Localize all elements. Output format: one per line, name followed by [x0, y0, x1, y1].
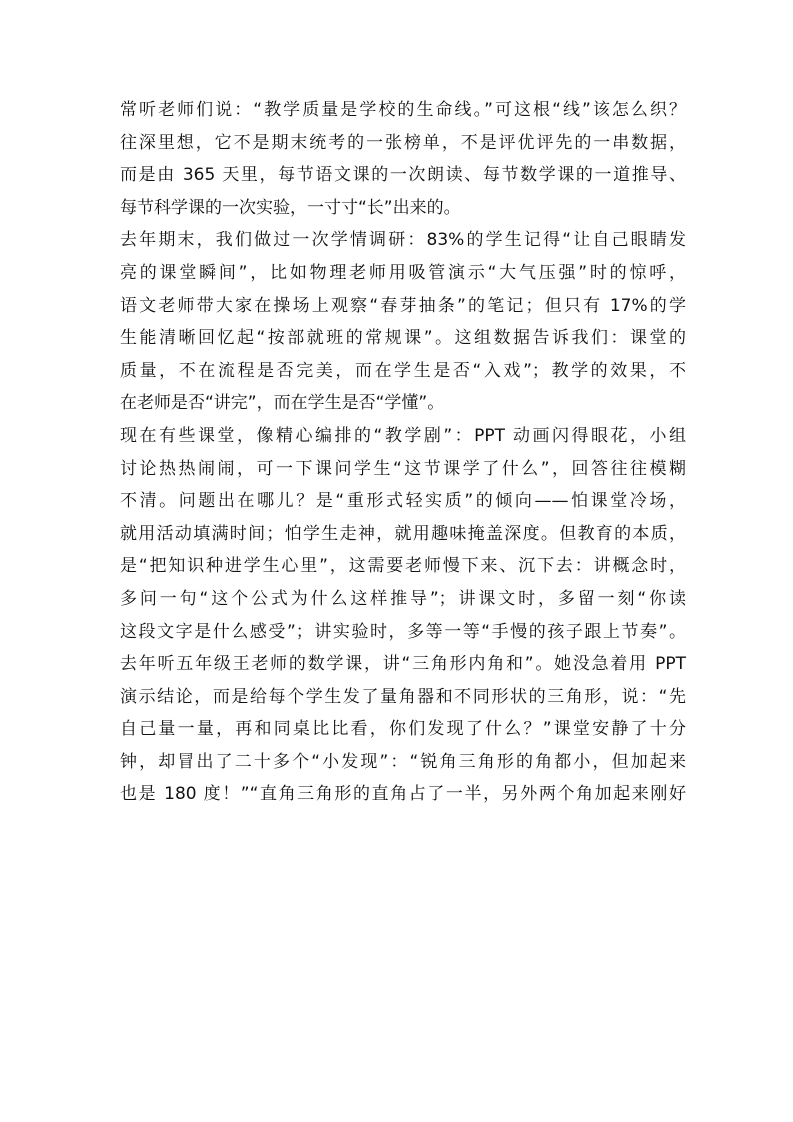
text-line: 现在有些课堂，像精心编排的“教学剧”：PPT 动画闪得眼花，小组: [120, 425, 686, 446]
text-line: 这段文字是什么感受”；讲实验时，多等一等“手慢的孩子跟上节奏”。: [120, 621, 686, 642]
text-line: 语文老师带大家在操场上观察“春芽抽条”的笔记；但只有 17%的学: [120, 295, 686, 316]
text-line: 演示结论，而是给每个学生发了量角器和不同形状的三角形，说：“先: [120, 686, 686, 707]
text-line: 在老师是否“讲完”，而在学生是否“学懂”。: [120, 393, 445, 414]
text-line: 就用活动填满时间；怕学生走神，就用趣味掩盖深度。但教育的本质，: [120, 523, 686, 544]
text-line: 是“把知识种进学生心里”，这需要老师慢下来、沉下去：讲概念时，: [120, 556, 686, 577]
text-line: 多问一句“这个公式为什么这样推导”；讲课文时，多留一刻“你读: [120, 588, 686, 609]
body-text: [120, 94, 686, 811]
text-line: 亮的课堂瞬间”，比如物理老师用吸管演示“大气压强”时的惊呼，: [120, 262, 686, 283]
text-line: 而是由 365 天里，每节语文课的一次朗读、每节数学课的一道推导、: [120, 165, 686, 186]
text-line: 去年听五年级王老师的数学课，讲“三角形内角和”。她没急着用 PPT: [120, 654, 686, 675]
text-line: 往深里想，它不是期末统考的一张榜单，不是评优评先的一串数据，: [120, 132, 686, 153]
text-line: 也是 180 度！”“直角三角形的直角占了一半，另外两个角加起来刚好: [120, 784, 686, 805]
text-line: 讨论热热闹闹，可一下课问学生“这节课学了什么”，回答往往模糊: [120, 458, 686, 479]
text-line: 不清。问题出在哪儿？是“重形式轻实质”的倾向——怕课堂冷场，: [120, 491, 686, 512]
text-line: 生能清晰回忆起“按部就班的常规课”。这组数据告诉我们：课堂的: [120, 328, 686, 349]
text-line: 去年期末，我们做过一次学情调研：83%的学生记得“让自己眼睛发: [120, 230, 686, 251]
text-line: 钟，却冒出了二十多个“小发现”：“锐角三角形的角都小，但加起来: [120, 751, 686, 772]
text-line: 常听老师们说：“教学质量是学校的生命线。”可这根“线”该怎么织？: [120, 100, 686, 120]
text-line: 质量，不在流程是否完美，而在学生是否“入戏”；教学的效果，不: [120, 360, 686, 381]
text-line: 自己量一量，再和同桌比比看，你们发现了什么？”课堂安静了十分: [120, 719, 686, 740]
text-line: 每节科学课的一次实验，一寸寸“长”出来的。: [120, 197, 461, 218]
